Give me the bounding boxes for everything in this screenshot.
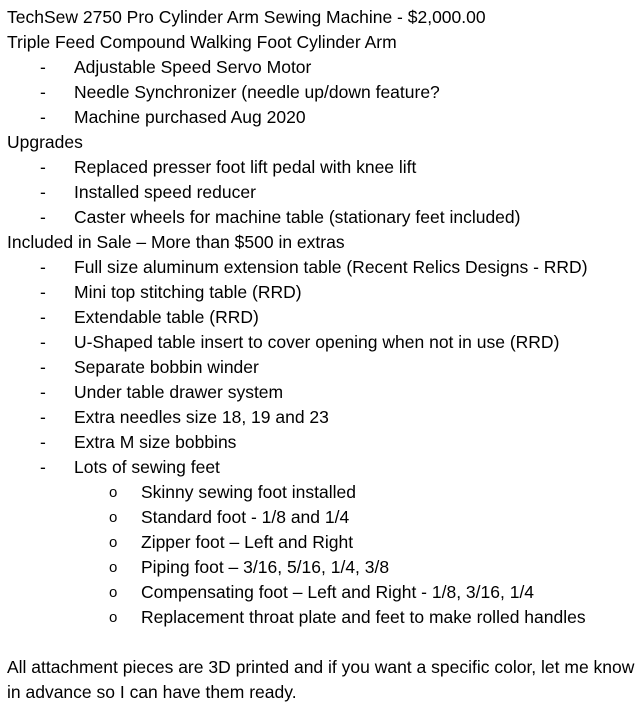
list-item-text: Separate bobbin winder [74,357,259,377]
dash-bullet: - [40,307,46,327]
closing-paragraph: All attachment pieces are 3D printed and if you want a specific color, let me know in advance so I can have them ready. [7,657,635,702]
list-item-text: Full size aluminum extension table (Recent Relics Designs - RRD) [74,257,588,277]
list-item [7,355,639,380]
dash-bullet: - [40,282,46,302]
list-item [7,105,639,130]
sublist-item-text: Zipper foot – Left and Right [141,532,354,552]
list-item [7,255,639,280]
sublist-item-text: Compensating foot – Left and Right - 1/8, 3/16, 1/4 [141,582,535,602]
upgrades-heading-text: Upgrades [7,132,83,152]
dash-bullet: - [40,207,46,227]
dash-bullet: - [40,82,46,102]
sublist-item [7,480,639,505]
paragraph-spacer [7,630,639,655]
included-heading [7,230,639,255]
list-item [7,80,639,105]
dash-bullet: - [40,407,46,427]
list-item-text: Replaced presser foot lift pedal with knee lift [74,157,417,177]
included-list [7,255,639,480]
dash-bullet: - [40,357,46,377]
list-item [7,305,639,330]
features-list [7,55,639,130]
list-item [7,180,639,205]
document-title [7,5,639,30]
document-subtitle [7,30,639,55]
dash-bullet: - [40,107,46,127]
list-item [7,455,639,480]
sublist-item [7,580,639,605]
list-item [7,405,639,430]
list-item-text: U-Shaped table insert to cover opening when not in use (RRD) [74,332,560,352]
sublist-item [7,505,639,530]
list-item-text: Lots of sewing feet [74,457,220,477]
list-item-text: Caster wheels for machine table (stationary feet included) [74,207,521,227]
list-item-text: Needle Synchronizer (needle up/down feature? [74,82,440,102]
list-item [7,280,639,305]
list-item-text: Extra M size bobbins [74,432,237,452]
dash-bullet: - [40,57,46,77]
list-item-text: Extra needles size 18, 19 and 23 [74,407,329,427]
dash-bullet: - [40,382,46,402]
feet-sublist [7,480,639,630]
sublist-item [7,530,639,555]
subtitle-text: Triple Feed Compound Walking Foot Cylinder Arm [7,32,397,52]
list-item [7,205,639,230]
dash-bullet: - [40,457,46,477]
list-item-text: Under table drawer system [74,382,284,402]
circle-bullet: o [109,609,118,626]
list-item-text: Installed speed reducer [74,182,256,202]
dash-bullet: - [40,257,46,277]
upgrades-list [7,155,639,230]
sublist-item-text: Skinny sewing foot installed [141,482,356,502]
included-heading-text: Included in Sale – More than $500 in extras [7,232,345,252]
list-item [7,155,639,180]
list-item-text: Extendable table (RRD) [74,307,259,327]
list-item-text: Adjustable Speed Servo Motor [74,57,312,77]
dash-bullet: - [40,432,46,452]
circle-bullet: o [109,534,118,551]
circle-bullet: o [109,509,118,526]
list-item [7,430,639,455]
sublist-item-text: Piping foot – 3/16, 5/16, 1/4, 3/8 [141,557,390,577]
dash-bullet: - [40,157,46,177]
sublist-item [7,605,639,630]
dash-bullet: - [40,182,46,202]
document [7,5,639,705]
title-text: TechSew 2750 Pro Cylinder Arm Sewing Machine - $2,000.00 [7,7,486,27]
circle-bullet: o [109,584,118,601]
sublist-item-text: Standard foot - 1/8 and 1/4 [141,507,350,527]
sublist-item-text: Replacement throat plate and feet to make rolled handles [141,607,586,627]
list-item-text: Machine purchased Aug 2020 [74,107,306,127]
circle-bullet: o [109,484,118,501]
list-item [7,55,639,80]
sublist-item [7,555,639,580]
list-item [7,380,639,405]
dash-bullet: - [40,332,46,352]
list-item [7,330,639,355]
upgrades-heading [7,130,639,155]
circle-bullet: o [109,559,118,576]
list-item-text: Mini top stitching table (RRD) [74,282,302,302]
